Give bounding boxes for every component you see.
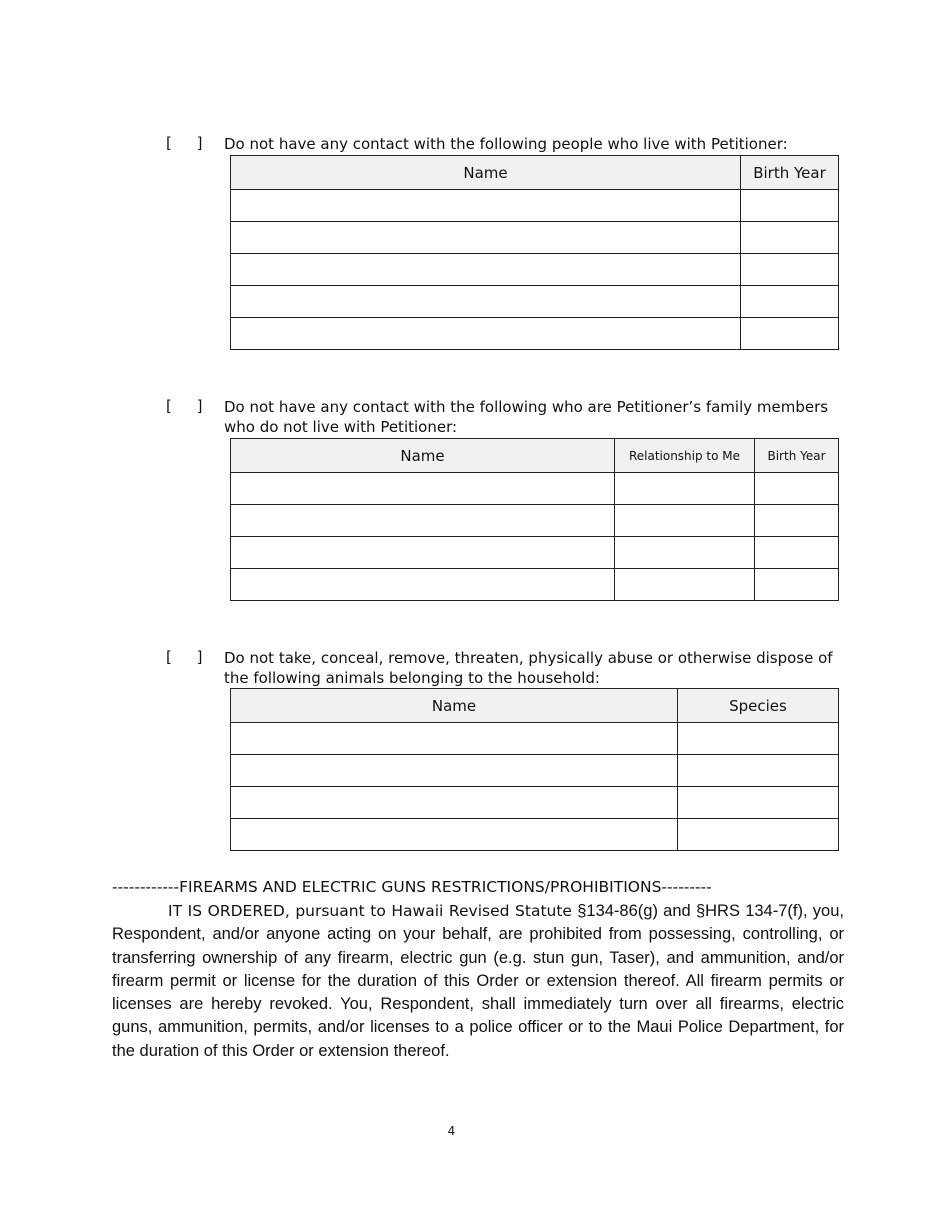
- species-cell[interactable]: [678, 787, 839, 819]
- name-cell[interactable]: [231, 505, 615, 537]
- table-row: [231, 755, 839, 787]
- column-header-relationship: Relationship to Me: [615, 439, 755, 473]
- relationship-cell[interactable]: [615, 569, 755, 601]
- page-number: 4: [447, 1124, 456, 1138]
- household-members-checkbox[interactable]: [ ]: [166, 134, 213, 152]
- column-header-birth-year: Birth Year: [741, 156, 839, 190]
- birth-year-cell[interactable]: [755, 473, 839, 505]
- family-members-prompt: Do not have any contact with the following who are Petitioner’s family members who do not live with Petitioner:: [224, 398, 829, 436]
- species-cell[interactable]: [678, 723, 839, 755]
- name-cell[interactable]: [231, 723, 678, 755]
- table-row: [231, 222, 839, 254]
- table-row: [231, 254, 839, 286]
- column-header-species: Species: [678, 689, 839, 723]
- name-cell[interactable]: [231, 286, 741, 318]
- name-cell[interactable]: [231, 254, 741, 286]
- name-cell[interactable]: [231, 537, 615, 569]
- firearms-lead-text: IT IS ORDERED, pursuant to Hawaii Revised Statute: [168, 902, 572, 920]
- birth-year-cell[interactable]: [741, 318, 839, 350]
- table-row: [231, 505, 839, 537]
- name-cell[interactable]: [231, 755, 678, 787]
- table-row: [231, 190, 839, 222]
- name-cell[interactable]: [231, 222, 741, 254]
- animals-checkbox[interactable]: [ ]: [166, 648, 213, 666]
- table-row: [231, 286, 839, 318]
- family-members-table: [230, 438, 839, 601]
- household-members-prompt: Do not have any contact with the following people who live with Petitioner:: [224, 135, 788, 153]
- column-header-name: Name: [231, 439, 615, 473]
- name-cell[interactable]: [231, 569, 615, 601]
- birth-year-cell[interactable]: [755, 537, 839, 569]
- family-members-checkbox[interactable]: [ ]: [166, 397, 213, 415]
- species-cell[interactable]: [678, 755, 839, 787]
- column-header-name: Name: [231, 689, 678, 723]
- relationship-cell[interactable]: [615, 505, 755, 537]
- table-row: [231, 537, 839, 569]
- birth-year-cell[interactable]: [741, 254, 839, 286]
- birth-year-cell[interactable]: [741, 222, 839, 254]
- table-row: [231, 569, 839, 601]
- column-header-birth-year: Birth Year: [755, 439, 839, 473]
- birth-year-cell[interactable]: [741, 286, 839, 318]
- birth-year-cell[interactable]: [741, 190, 839, 222]
- animals-table: [230, 688, 839, 851]
- firearms-body-text: §134-86(g) and §HRS 134-7(f), you, Respondent, and/or anyone acting on your behalf, are prohibited from possessing, controlling, or transferring ownership of any firearm, electric gun (e.g. stun gun, Taser), and ammunition, and/or firearm permit or license for the duration of this Order or extension thereof. All firearm permits or licenses are hereby revoked. You, Respondent, shall immediately turn over all firearms, electric guns, ammunition, permits, and/or licenses to a police officer or to the Maui Police Department, for the duration of this Order or extension thereof.: [112, 902, 844, 1060]
- name-cell[interactable]: [231, 787, 678, 819]
- firearms-paragraph: [112, 900, 844, 1063]
- column-header-name: Name: [231, 156, 741, 190]
- relationship-cell[interactable]: [615, 473, 755, 505]
- firearms-heading: ------------FIREARMS AND ELECTRIC GUNS RESTRICTIONS/PROHIBITIONS---------: [112, 878, 712, 896]
- table-row: [231, 819, 839, 851]
- household-members-table: [230, 155, 839, 350]
- name-cell[interactable]: [231, 819, 678, 851]
- table-row: [231, 473, 839, 505]
- animals-prompt: Do not take, conceal, remove, threaten, physically abuse or otherwise dispose of the following animals belonging to the household:: [224, 649, 833, 687]
- relationship-cell[interactable]: [615, 537, 755, 569]
- table-row: [231, 787, 839, 819]
- table-row: [231, 723, 839, 755]
- table-row: [231, 318, 839, 350]
- birth-year-cell[interactable]: [755, 505, 839, 537]
- name-cell[interactable]: [231, 190, 741, 222]
- name-cell[interactable]: [231, 318, 741, 350]
- birth-year-cell[interactable]: [755, 569, 839, 601]
- species-cell[interactable]: [678, 819, 839, 851]
- name-cell[interactable]: [231, 473, 615, 505]
